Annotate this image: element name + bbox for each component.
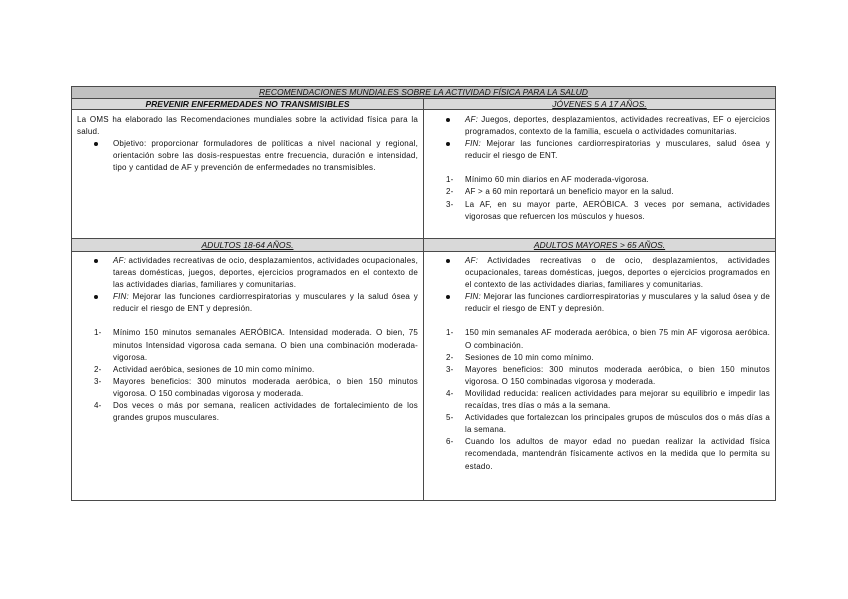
bullet-icon — [446, 142, 450, 146]
numbered-item-text: La AF, en su mayor parte, AERÓBICA. 3 veces por semana, actividades vigorosas que refuercen los músculos y huesos. — [465, 199, 770, 221]
numbered-item — [429, 186, 770, 198]
list-item-label: FIN: — [465, 292, 481, 302]
numbered-item-text: Movilidad reducida: realicen actividades para mejorar su equilibrio e impedir las recaídas, tres días o más a la semana. — [465, 388, 770, 411]
ncd-intro: La OMS ha elaborado las Recomendaciones mundiales sobre la actividad física para la salud. — [77, 115, 418, 137]
list-item — [429, 114, 770, 138]
numbered-item — [429, 352, 770, 364]
numbered-item-text: Cuando los adultos de mayor edad no puedan realizar la actividad física recomendada, mantendrán físicamente activos en la medida que lo permita su estado. — [465, 437, 770, 471]
numbered-item — [429, 327, 770, 351]
numbered-item-text: Mínimo 150 minutos semanales AERÓBICA. Intensidad moderada. O bien, 75 minutos Intensidad vigorosa cada semana. O bien una combinación moderada-vigorosa. — [113, 328, 418, 362]
list-item-text: Mejorar las funciones cardiorrespiratorias y musculares, salud ósea y reducir el riesgo de ENT. — [465, 139, 770, 161]
table-title: RECOMENDACIONES MUNDIALES SOBRE LA ACTIVIDAD FÍSICA PARA LA SALUD — [72, 87, 776, 99]
numbered-item-text: Actividades que fortalezcan los principales grupos de músculos dos o más días a la semana. — [465, 413, 770, 435]
numbered-item-text: Mayores beneficios: 300 minutos moderada aeróbica, o bien 150 minutos vigorosa. O 150 combinadas vigorosa y moderada. — [113, 376, 418, 398]
heading-adults: ADULTOS 18-64 AÑOS. — [72, 239, 424, 252]
item-number: 4- — [446, 388, 454, 398]
item-number: 5- — [446, 413, 454, 423]
numbered-item — [77, 400, 418, 424]
item-number: 4- — [94, 401, 102, 411]
numbered-item — [77, 376, 418, 400]
list-item-text: Mejorar las funciones cardiorrespiratorias y musculares y la salud ósea y reducir el riesgo de ENT y depresión. — [113, 292, 418, 314]
list-item-text: Actividades recreativas o de ocio, desplazamientos, actividades ocupacionales, tareas domésticas, juegos, deportes o ejercicios programados en el contexto de las actividades diarias, familiares y comunitarias. — [465, 256, 771, 290]
list-item-text: Objetivo: proporcionar formuladores de políticas a nivel nacional y regional, orientación sobre las dosis-respuestas entre frecuencia, duración e intensidad, tipo y cantidad de AF y prevención de enfermedades no transmisibles. — [113, 139, 418, 173]
list-item-label: AF: — [465, 256, 479, 265]
numbered-item — [429, 388, 770, 412]
numbered-item-text: Mayores beneficios: 300 minutos moderada aeróbica, o bien 150 minutos vigorosa. O 150 combinadas vigorosa y moderada. — [465, 364, 770, 386]
list-item-label: AF: — [465, 115, 479, 124]
list-item-label: FIN: — [465, 139, 481, 149]
section-prevent-ncd — [72, 110, 424, 239]
list-item — [429, 291, 770, 315]
item-number: 1- — [446, 328, 454, 338]
item-number: 1- — [446, 175, 454, 185]
list-item-text: Juegos, deportes, desplazamientos, actividades recreativas, EF o ejercicios programados, contexto de la familia, escuela o actividades comunitarias. — [465, 115, 770, 137]
item-number: 3- — [94, 376, 102, 386]
numbered-item-text: Dos veces o más por semana, realicen actividades de fortalecimiento de los grandes grupos musculares. — [113, 401, 418, 423]
list-item — [77, 255, 418, 291]
numbered-item — [429, 436, 770, 472]
numbered-item-text: Mínimo 60 min diarios en AF moderada-vigorosa. — [465, 175, 649, 185]
heading-older-adults: ADULTOS MAYORES > 65 AÑOS. — [424, 239, 776, 252]
numbered-item — [429, 174, 770, 186]
bullet-icon — [446, 259, 450, 263]
list-item — [77, 291, 418, 315]
item-number: 3- — [446, 199, 454, 209]
list-item-label: AF: — [113, 256, 127, 265]
section-youth — [424, 110, 776, 239]
section-older-adults — [424, 252, 776, 501]
numbered-item — [77, 364, 418, 376]
bullet-icon — [446, 118, 450, 122]
section-adults — [72, 252, 424, 501]
list-item-label: FIN: — [113, 292, 129, 302]
recommendations-table — [71, 86, 776, 501]
numbered-item-text: Sesiones de 10 min como mínimo. — [465, 352, 594, 362]
numbered-item — [77, 327, 418, 363]
item-number: 2- — [446, 352, 454, 362]
item-number: 1- — [94, 328, 102, 338]
numbered-item — [429, 364, 770, 388]
list-item — [429, 255, 770, 291]
numbered-item-text: 150 min semanales AF moderada aeróbica, o bien 75 min AF vigorosa aeróbica. O combinación. — [465, 328, 770, 350]
bullet-icon — [94, 142, 98, 146]
item-number: 2- — [446, 187, 454, 197]
bullet-icon — [446, 295, 450, 299]
numbered-item — [429, 199, 770, 223]
list-item — [429, 138, 770, 162]
heading-prevent-ncd: PREVENIR ENFERMEDADES NO TRANSMISIBLES — [72, 99, 424, 110]
heading-youth: JÓVENES 5 A 17 AÑOS. — [424, 99, 776, 110]
item-number: 3- — [446, 364, 454, 374]
bullet-icon — [94, 259, 98, 263]
bullet-icon — [94, 295, 98, 299]
list-item-text: actividades recreativas de ocio, desplazamientos, actividades ocupacionales, tareas domésticas, juegos, deportes, ejercicios programados en el contexto de las actividades diarias, familiares y comunitarias. — [113, 256, 418, 290]
list-item — [77, 138, 418, 174]
item-number: 2- — [94, 364, 102, 374]
numbered-item — [429, 412, 770, 436]
numbered-item-text: Actividad aeróbica, sesiones de 10 min como mínimo. — [113, 364, 315, 374]
numbered-item-text: AF > a 60 min reportará un beneficio mayor en la salud. — [465, 187, 674, 197]
item-number: 6- — [446, 437, 454, 447]
list-item-text: Mejorar las funciones cardiorrespiratorias y musculares y la salud ósea y de reducir el riesgo de ENT y depresión. — [465, 292, 770, 314]
